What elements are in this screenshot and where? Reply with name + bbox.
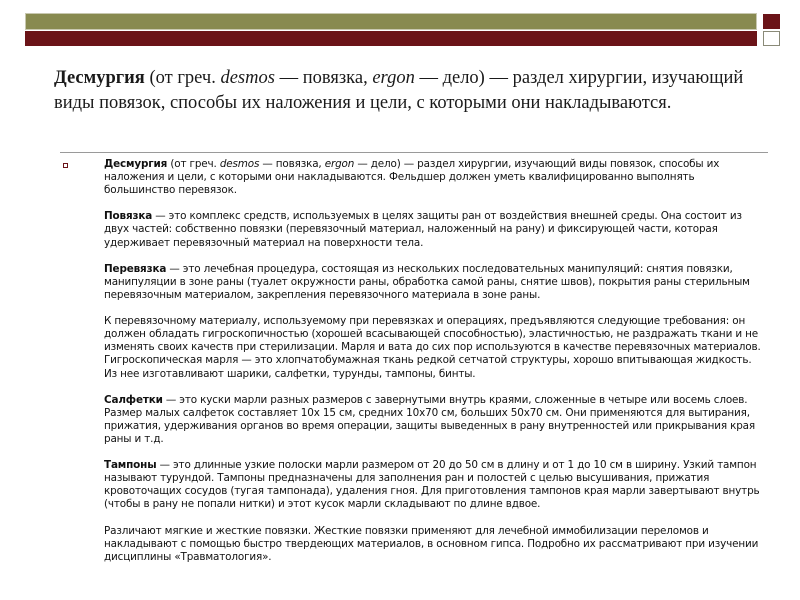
title-divider xyxy=(60,152,768,153)
title-text-2: — повязка, xyxy=(274,68,373,88)
tampons-text: — это длинные узкие полоски марли размером от 20 до 50 см в длину и от 1 до 10 см в ширину. Узкий тампон называют турундой. Тампоны предназначены для заполнения ран и полостей с целью высушивания, прижатия кровоточащих сосудов (тугая тампонада), удаления гноя. Для приготовления тампонов края марли завертывают внутрь (чтобы в рану не попали нитки) и этот кусок марли складывают по длине вдвое. xyxy=(104,459,760,511)
corner-square-light xyxy=(763,31,780,46)
desmurgy-greek-1: desmos xyxy=(219,158,260,170)
header-bar-olive xyxy=(25,13,757,30)
material-text: К перевязочному материалу, используемому при перевязках и операциях, предъявляются следующие требования: он должен обладать гигроскопичностью (хорошей всасывающей способностью), эластичностью, не раздражать ткани и не изменять своих качеств при стерилизации. Марля и вата до сих пор используются в качестве перевязочных материалов. Гигроскопическая марля — это хлопчатобумажная ткань редкой сетчатой структуры, хорошо впитывающая жидкость. Из нее изготавливают шарики, салфетки, турунды, тампоны, бинты. xyxy=(104,315,761,380)
term-dressing: Перевязка xyxy=(104,262,167,275)
types-text: Различают мягкие и жесткие повязки. Жесткие повязки применяют для лечебной иммобилизации переломов и накладывают с помощью быстро твердеющих материалов, в основном гипса. Подробно их рассматривают при изучении дисциплины «Травматология». xyxy=(104,524,759,563)
desmurgy-greek-2: ergon xyxy=(324,158,355,170)
term-desmurgy: Десмургия xyxy=(104,158,168,170)
slide-body xyxy=(104,158,764,577)
dressing-text: — это лечебная процедура, состоящая из нескольких последовательных манипуляций: снятия повязки, манипуляции в зоне раны (туалет окружности раны, обработка самой раны, снятие швов), покрытия раны стерильным перевязочным материалом, закрепления перевязочного материала в зоне раны. xyxy=(104,262,750,301)
term-bandage: Повязка xyxy=(104,210,153,223)
paragraph-dressing xyxy=(104,263,764,302)
desmurgy-text-b: — повязка, xyxy=(259,158,325,170)
desmurgy-text-a: (от греч. xyxy=(167,158,220,170)
napkins-text: — это куски марли разных размеров с завернутыми внутрь краями, сложенные в четыре или восемь слоев. Размер малых салфеток составляет 10х 15 см, средних 10х70 см, больших 50х70 см. Они применяются для вытирания, прижатия, удерживания органов во время операции, защиты выведенных в рану внутренностей или прикрывания края раны и т.д. xyxy=(104,393,755,445)
paragraph-napkins xyxy=(104,394,764,446)
corner-square-dark xyxy=(763,14,780,29)
paragraph-desmurgy xyxy=(104,158,764,197)
slide-title xyxy=(54,66,754,116)
term-napkins: Салфетки xyxy=(104,393,163,406)
paragraph-bandage xyxy=(104,210,764,249)
header-bar-maroon xyxy=(25,31,757,46)
desmurgy-text-c: — дело) — раздел хирургии, изучающий виды повязок, способы их наложения и цели, с которыми они накладываются. Фельдшер должен уметь квалифицированно выполнять большинство перевязок. xyxy=(104,158,720,197)
title-text-1: (от греч. xyxy=(144,68,221,88)
bullet-square-icon xyxy=(63,163,68,168)
title-text-3: — дело) — раздел хирургии, изучающий виды повязок, способы их наложения и цели, с которыми они накладываются. xyxy=(54,68,744,113)
paragraph-types xyxy=(104,525,764,564)
paragraph-tampons xyxy=(104,459,764,511)
title-greek-word-1: desmos xyxy=(220,68,275,88)
title-term: Десмургия xyxy=(54,68,145,88)
title-greek-word-2: ergon xyxy=(372,68,415,88)
paragraph-material xyxy=(104,315,764,380)
term-tampons: Тампоны xyxy=(104,459,157,472)
bandage-text: — это комплекс средств, используемых в целях защиты ран от воздействия внешней среды. Она состоит из двух частей: собственно повязки (перевязочный материал, наложенный на рану) и фиксирующей части, которая удерживает перевязочный материал на поверхности тела. xyxy=(104,210,742,249)
